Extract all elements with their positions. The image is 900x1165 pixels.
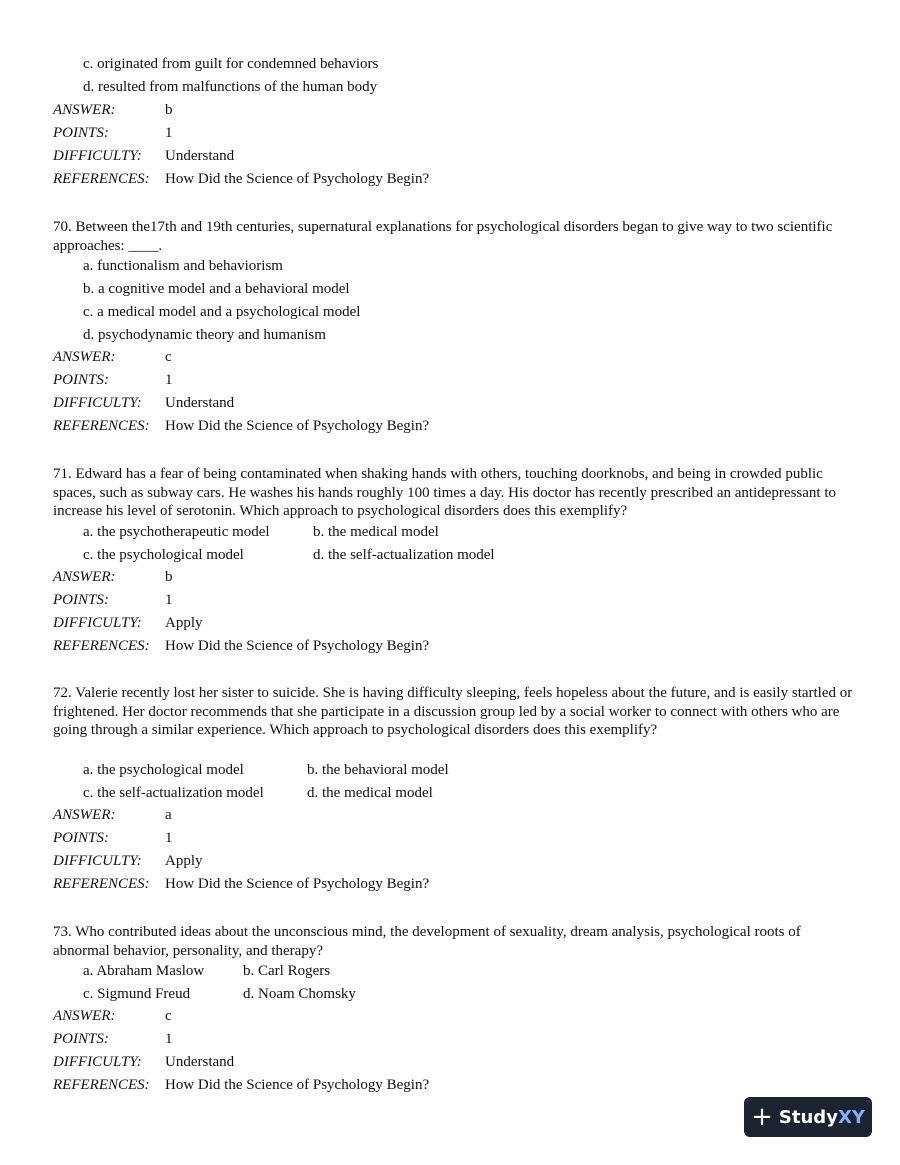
answer-label: ANSWER: bbox=[53, 102, 116, 118]
references-value: How Did the Science of Psychology Begin? bbox=[165, 418, 430, 434]
difficulty-label: DIFFICULTY: bbox=[53, 148, 142, 164]
question-text: 72. Valerie recently lost her sister to suicide. She is having difficulty sleeping, feels hopeless about the future, and is easily startled or frightened. Her doctor recommends that she participate in a discussion group led by a social worker to connect with others who are going through a similar experience. Which approach to psychological disorders does this exemplify? bbox=[53, 685, 853, 738]
studyxy-logo bbox=[744, 1097, 872, 1137]
answer-row bbox=[53, 566, 853, 588]
option-c: c. originated from guilt for condemned behaviors bbox=[83, 56, 379, 72]
question-72 bbox=[53, 684, 853, 898]
points-row bbox=[53, 122, 853, 144]
question-text: 70. Between the17th and 19th centuries, supernatural explanations for psychological disorders began to give way to two scientific approaches: ____. bbox=[53, 219, 833, 254]
option-c: c. the self-actualization model bbox=[83, 785, 264, 801]
references-label: REFERENCES: bbox=[53, 171, 150, 187]
points-value: 1 bbox=[165, 372, 173, 388]
answer-label: ANSWER: bbox=[53, 569, 116, 585]
references-value: How Did the Science of Psychology Begin? bbox=[165, 171, 430, 187]
difficulty-row bbox=[53, 1051, 853, 1073]
question-text: 73. Who contributed ideas about the unconscious mind, the development of sexuality, dream analysis, psychological roots of abnormal behavior, personality, and therapy? bbox=[53, 924, 801, 959]
option-b: b. the medical model bbox=[313, 524, 439, 540]
answer-value: c bbox=[165, 349, 172, 365]
difficulty-value: Understand bbox=[165, 1054, 235, 1070]
question-69 bbox=[53, 54, 853, 196]
points-label: POINTS: bbox=[53, 1031, 109, 1047]
question-text: 71. Edward has a fear of being contaminated when shaking hands with others, touching doorknobs, and being in crowded public spaces, such as subway cars. He washes his hands roughly 100 times a day. His doctor has recently prescribed an antidepressant to increase his level of serotonin. Which approach to psychological disorders does this exemplify? bbox=[53, 466, 836, 519]
option-d: d. the self-actualization model bbox=[313, 547, 495, 563]
references-row bbox=[53, 415, 853, 437]
points-label: POINTS: bbox=[53, 592, 109, 608]
option-c: c. a medical model and a psychological model bbox=[83, 304, 361, 320]
answer-label: ANSWER: bbox=[53, 807, 116, 823]
points-row bbox=[53, 369, 853, 391]
answer-label: ANSWER: bbox=[53, 1008, 116, 1024]
points-row bbox=[53, 1028, 853, 1050]
answer-value: b bbox=[165, 569, 173, 585]
references-value: How Did the Science of Psychology Begin? bbox=[165, 638, 430, 654]
points-value: 1 bbox=[165, 830, 173, 846]
difficulty-value: Understand bbox=[165, 148, 235, 164]
difficulty-row bbox=[53, 145, 853, 167]
references-label: REFERENCES: bbox=[53, 418, 150, 434]
references-label: REFERENCES: bbox=[53, 638, 150, 654]
difficulty-row bbox=[53, 392, 853, 414]
option-d: d. resulted from malfunctions of the human body bbox=[83, 79, 378, 95]
references-row bbox=[53, 873, 853, 895]
references-value: How Did the Science of Psychology Begin? bbox=[165, 1077, 430, 1093]
question-73 bbox=[53, 923, 853, 1099]
option-a: a. Abraham Maslow bbox=[83, 963, 205, 979]
points-row bbox=[53, 827, 853, 849]
references-row bbox=[53, 168, 853, 190]
points-label: POINTS: bbox=[53, 125, 109, 141]
option-a: a. functionalism and behaviorism bbox=[83, 258, 283, 274]
logo-accent: XY bbox=[837, 1106, 865, 1128]
points-value: 1 bbox=[165, 1031, 173, 1047]
answer-row bbox=[53, 1005, 853, 1027]
option-c: c. Sigmund Freud bbox=[83, 986, 191, 1002]
references-row bbox=[53, 635, 853, 657]
references-label: REFERENCES: bbox=[53, 876, 150, 892]
references-label: REFERENCES: bbox=[53, 1077, 150, 1093]
answer-row bbox=[53, 804, 853, 826]
option-a: a. the psychological model bbox=[83, 762, 244, 778]
logo-text: Study bbox=[778, 1106, 838, 1128]
difficulty-label: DIFFICULTY: bbox=[53, 615, 142, 631]
difficulty-value: Understand bbox=[165, 395, 235, 411]
answer-label: ANSWER: bbox=[53, 349, 116, 365]
difficulty-row bbox=[53, 612, 853, 634]
points-label: POINTS: bbox=[53, 372, 109, 388]
question-71 bbox=[53, 465, 853, 660]
difficulty-row bbox=[53, 850, 853, 872]
option-b: b. the behavioral model bbox=[307, 762, 449, 778]
points-value: 1 bbox=[165, 125, 173, 141]
option-b: b. Carl Rogers bbox=[243, 963, 331, 979]
plus-icon: + bbox=[751, 1102, 773, 1132]
answer-row bbox=[53, 346, 853, 368]
points-value: 1 bbox=[165, 592, 173, 608]
answer-row bbox=[53, 99, 853, 121]
difficulty-label: DIFFICULTY: bbox=[53, 395, 142, 411]
points-label: POINTS: bbox=[53, 830, 109, 846]
answer-value: c bbox=[165, 1008, 172, 1024]
references-value: How Did the Science of Psychology Begin? bbox=[165, 876, 430, 892]
difficulty-value: Apply bbox=[165, 615, 203, 631]
difficulty-label: DIFFICULTY: bbox=[53, 1054, 142, 1070]
difficulty-value: Apply bbox=[165, 853, 203, 869]
option-d: d. Noam Chomsky bbox=[243, 986, 356, 1002]
option-c: c. the psychological model bbox=[83, 547, 244, 563]
option-d: d. the medical model bbox=[307, 785, 433, 801]
difficulty-label: DIFFICULTY: bbox=[53, 853, 142, 869]
option-a: a. the psychotherapeutic model bbox=[83, 524, 270, 540]
option-d: d. psychodynamic theory and humanism bbox=[83, 327, 326, 343]
option-b: b. a cognitive model and a behavioral model bbox=[83, 281, 350, 297]
answer-value: b bbox=[165, 102, 173, 118]
references-row bbox=[53, 1074, 853, 1096]
answer-value: a bbox=[165, 807, 172, 823]
points-row bbox=[53, 589, 853, 611]
question-70 bbox=[53, 218, 853, 440]
